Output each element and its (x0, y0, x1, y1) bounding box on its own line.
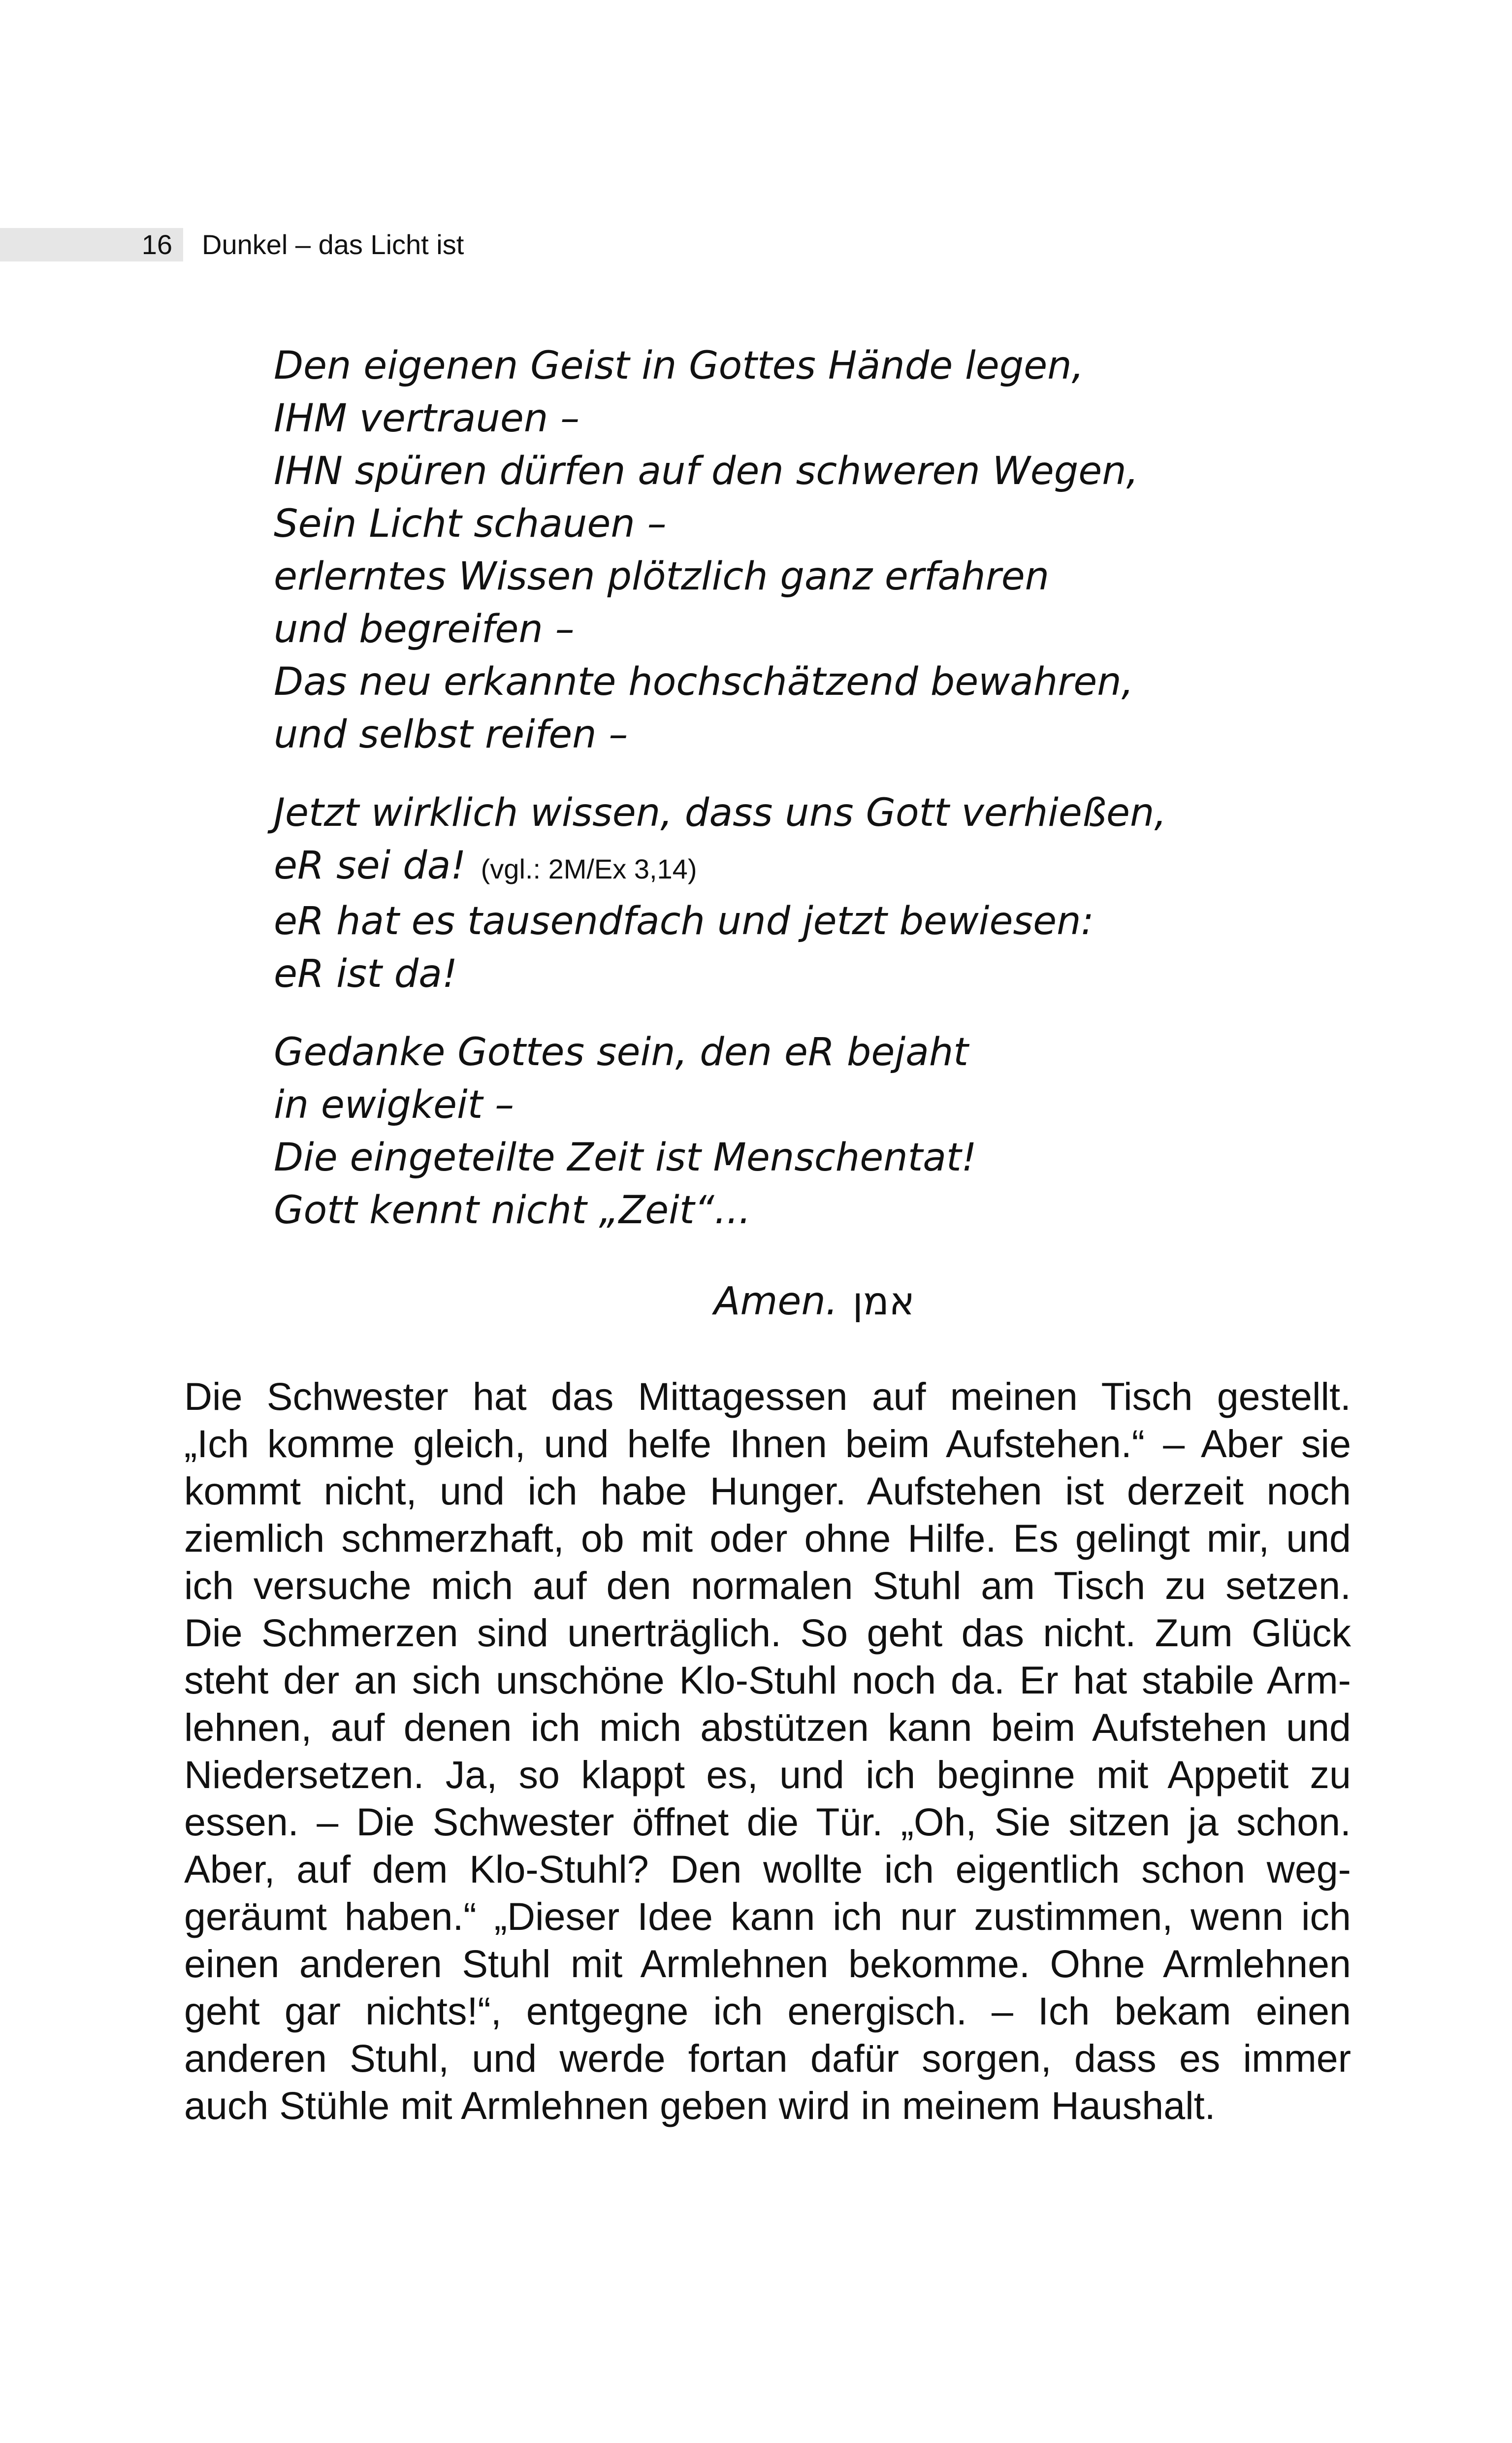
poem-line: IHN spüren dürfen auf den schweren Wegen, (274, 449, 1139, 493)
poem-line: Die eingeteilte Zeit ist Menschentat! (274, 1136, 977, 1180)
paragraph-line: „Ich komme gleich, und helfe Ihnen beim Aufstehen.“ – Aber sie (184, 1422, 1351, 1466)
poem-line-with-reference (274, 840, 1357, 895)
paragraph-line: ziemlich schmerzhaft, ob mit oder ohne Hilfe. Es gelingt mir, und (184, 1516, 1351, 1560)
poem-line: Sein Licht schauen – (274, 502, 667, 546)
poem-line: eR sei da! (274, 844, 466, 888)
paragraph-line: geht gar nichts!“, entgegne ich energisch. – Ich bekam einen (184, 1989, 1351, 2033)
poem-line: in ewigkeit – (274, 1083, 515, 1127)
poem-line: IHM vertrauen – (274, 396, 580, 441)
paragraph-line: ich versuche mich auf den normalen Stuhl am Tisch zu setzen. (184, 1564, 1351, 1607)
paragraph-line: Die Schwester hat das Mittagessen auf meinen Tisch gestellt. (184, 1374, 1351, 1418)
poem-line: Gott kennt nicht „Zeit“... (274, 1188, 751, 1233)
paragraph-line: Niedersetzen. Ja, so klappt es, und ich beginne mit Appetit zu (184, 1753, 1351, 1796)
poem-line: Das neu erkannte hochschätzend bewahren, (274, 660, 1134, 704)
running-title: Dunkel – das Licht ist (202, 229, 464, 260)
paragraph-line: kommt nicht, und ich habe Hunger. Aufstehen ist derzeit noch (184, 1469, 1351, 1513)
scripture-reference: (vgl.: 2M/Ex 3,14) (481, 853, 697, 884)
poem-line: und selbst reifen – (274, 713, 628, 757)
paragraph-line: Aber, auf dem Klo-Stuhl? Den wollte ich eigentlich schon weg- (184, 1847, 1351, 1891)
amen-text: Amen. (714, 1279, 838, 1324)
poem-line: Den eigenen Geist in Gottes Hände legen, (274, 344, 1084, 388)
paragraph-line: geräumt haben.“ „Dieser Idee kann ich nur zustimmen, wenn ich (184, 1894, 1351, 1938)
poem-stanza-3 (274, 1026, 1357, 1237)
poem-stanza-2 (274, 787, 1357, 1001)
paragraph-line: lehnen, auf denen ich mich abstützen kann beim Aufstehen und (184, 1705, 1351, 1749)
paragraph-line: Die Schmerzen sind unerträglich. So geht das nicht. Zum Glück (184, 1611, 1351, 1655)
poem-line: eR ist da! (274, 952, 458, 996)
paragraph-line: auch Stühle mit Armlehnen geben wird in meinem Haushalt. (184, 2084, 1216, 2127)
paragraph-line: anderen Stuhl, und werde fortan dafür sorgen, dass es immer (184, 2036, 1351, 2080)
page-number: 16 (141, 229, 172, 260)
prose-paragraph (184, 1373, 1351, 2129)
poem-line: eR hat es tausendfach und jetzt bewiesen: (274, 899, 1094, 944)
poem-line: Gedanke Gottes sein, den eR bejaht (274, 1030, 968, 1075)
poem-stanza-1 (274, 340, 1357, 761)
poem (274, 340, 1357, 1263)
paragraph-line: essen. – Die Schwester öffnet die Tür. „Oh, Sie sitzen ja schon. (184, 1800, 1351, 1844)
paragraph-line: einen anderen Stuhl mit Armlehnen bekomme. Ohne Armlehnen (184, 1942, 1351, 1986)
poem-line: erlerntes Wissen plötzlich ganz erfahren (274, 554, 1050, 599)
running-header (0, 228, 1512, 261)
paragraph-line: steht der an sich unschöne Klo-Stuhl noch da. Er hat stabile Arm- (184, 1658, 1351, 1702)
poem-line: und begreifen – (274, 607, 575, 651)
poem-amen (714, 1275, 915, 1328)
amen-hebrew-text: אמן (852, 1279, 915, 1324)
poem-line: Jetzt wirklich wissen, dass uns Gott verhießen, (274, 791, 1167, 835)
